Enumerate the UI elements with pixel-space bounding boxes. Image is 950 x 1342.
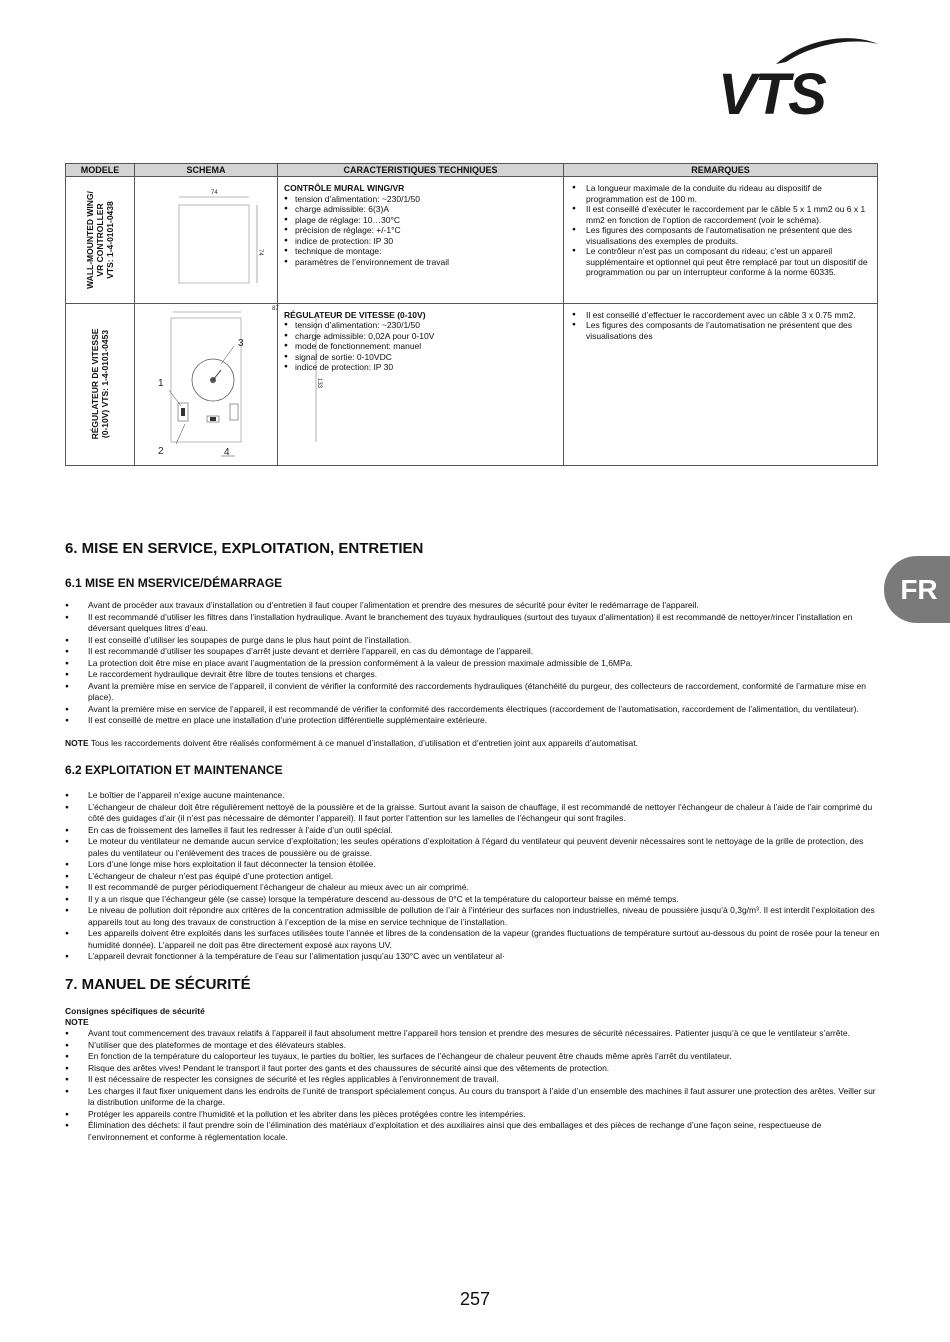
schema-callout: 1 <box>158 377 164 389</box>
wall-controller-drawing <box>135 177 278 300</box>
spec-item: ● signal de sortie: 0-10VDC <box>284 352 559 363</box>
model-cell <box>66 303 135 466</box>
schema-callout: 2 <box>158 445 164 457</box>
model-line: RÉGULATEUR DE VITESSE <box>90 328 100 440</box>
model-line: VTS: 1-4-0101-0438 <box>105 201 115 279</box>
spec-item: ● tension d’alimentation: ~230/1/50 <box>284 320 559 331</box>
spec-item: ● plage de réglage: 10…30°C <box>284 215 559 226</box>
list-item: ● Avant la première mise en service de l’appareil, il convient de vérifier la conformité des raccordements hydrauliques (étanchéité du purgeur, des collecteurs de raccordement, conformité de l’armature mise en place). <box>65 681 881 704</box>
list-item: ● Le raccordement hydraulique devrait être libre de toutes tensions et charges. <box>65 669 881 681</box>
list-item: ● Avant de procéder aux travaux d’installation ou d’entretien il faut couper l’alimentation et prendre des mesures de sécurité pour éviter le redémarrage de l’appareil. <box>65 600 881 612</box>
list-item: ● En cas de froissement des lamelles il faut les redresser à l’aide d’un outil spécial. <box>65 825 881 837</box>
section-6-1-title: 6.1 MISE EN MSERVICE/DÉMARRAGE <box>65 576 283 590</box>
section-7-subtitle: Consignes spécifiques de sécurité <box>65 1006 205 1016</box>
model-cell <box>66 177 135 304</box>
section-7-note-label: NOTE <box>65 1017 89 1027</box>
list-item: ● Il y a un risque que l’échangeur gèle (se casse) lorsque la température descend au-dessous de 0°C et la température du caloporteur baisse en mémé temps. <box>65 894 881 906</box>
list-item: ● N’utiliser que des plateformes de montage et des élévateurs stables. <box>65 1040 881 1052</box>
list-item: ● Il est recommandé de purger périodiquement l’échangeur de chaleur au mieux avec un air comprimé. <box>65 882 881 894</box>
list-item: ● Protéger les appareils contre l’humidité et la pollution et les abriter dans les pièces protégées contre les intempéries. <box>65 1109 881 1121</box>
spec-item: ● précision de réglage: +/-1°C <box>284 225 559 236</box>
remark-item: ● Les figures des composants de l’automatisation ne présentent que des visualisations des <box>572 320 869 341</box>
specs-cell <box>278 177 564 304</box>
section-6-2-list <box>65 790 881 963</box>
spec-item: ● indice de protection: IP 30 <box>284 236 559 247</box>
list-item: ● Il est nécessaire de respecter les consignes de sécurité et les règles applicables à l’environnement de travail. <box>65 1074 881 1086</box>
remarks-cell <box>564 303 878 466</box>
list-item: ● Il est conseillé de mettre en place une installation d’une protection différentielle supplémentaire extérieure. <box>65 715 881 727</box>
list-item: ● Les charges il faut fixer uniquement dans les endroits de l’unité de transport spécialement conçus. Au cours du transport à l’aide d’un ensemble des machines il faut assurer une protection des arêtes. Veiller sur la distribution uniforme de la charge. <box>65 1086 881 1109</box>
spec-item: ● charge admissible: 0,02A pour 0-10V <box>284 331 559 342</box>
list-item: ● L’échangeur de chaleur doit être régulièrement nettoyé de la poussière et de la graisse. Surtout avant la saison de chauffage, il est recommandé de nettoyer l’échangeur de chaleur à l’aide de l’air comprimé du côté des guidages d’air (il n’est pas nécessaire de démonter l’appareil). Il faut porter l’attention sur les lamelles de l’échangeur qui sont fragiles. <box>65 802 881 825</box>
schema-cell <box>135 177 278 304</box>
language-tab: FR <box>884 556 950 623</box>
list-item: ● Il est recommandé d’utiliser les soupapes d’arrêt juste devant et derrière l’appareil, en cas du démontage de l’appareil. <box>65 646 881 658</box>
list-item: ● En fonction de la température du caloporteur les tuyaux, le parties du boîtier, les surfaces de l’échangeur de chaleur peuvent être chauds même après l’arrêt du ventilateur. <box>65 1051 881 1063</box>
section-7-title: 7. MANUEL DE SÉCURITÉ <box>65 976 251 993</box>
remark-item: ● Les figures des composants de l’automatisation ne présentent que des visualisations des exemples de produits. <box>572 225 869 246</box>
list-item: ● Élimination des déchets: il faut prendre soin de l’élimination des matériaux d’exploitation et des auxiliaires ainsi que des emballages et des pièces de rechange d’une façon seine, respectueuse de l’environnement et conforme à réglementation locale. <box>65 1120 881 1143</box>
list-item: ● Le niveau de pollution doit répondre aux critères de la concentration admissible de pollution de l’air à l’intérieur des surfaces non industrielles, niveau de poussière jusqu’à 0,3g/m³. Il est interdit l’exploitation des appareils tout au long des travaux de construction à l’exception de la mise en service technique de l’installation. <box>65 905 881 928</box>
remark-item: ● Il est conseillé d’exécuter le raccordement par le câble 5 x 1 mm2 ou 6 x 1 mm2 en fonction de l’option de raccordement (voir le schéma). <box>572 204 869 225</box>
spec-item: ● technique de montage: <box>284 246 559 257</box>
note-text: Tous les raccordements doivent être réalisés conformément à ce manuel d’installation, d’utilisation et d’entretien joint aux appareils d’automatisat. <box>88 738 638 748</box>
spec-item: ● indice de protection: IP 30 <box>284 362 559 373</box>
table-row <box>66 177 878 304</box>
list-item: ● Le moteur du ventilateur ne demande aucun service d’exploitation; les seules opérations d’exploitation à l’égard du ventilateur qui peuvent devenir nécessaires sont le nettoyage de la grille de protection, des pales du ventilateur ou l’enlèvement des traces de poussière ou de graisse. <box>65 836 881 859</box>
col-header-modele: MODELE <box>66 164 135 177</box>
section-6-1-list <box>65 600 881 727</box>
col-header-schema: SCHEMA <box>135 164 278 177</box>
spec-title: RÉGULATEUR DE VITESSE (0-10V) <box>284 309 426 320</box>
schema-dimension: 74 <box>257 249 263 256</box>
spec-item: ● mode de fonctionnement: manuel <box>284 341 559 352</box>
section-7-list <box>65 1028 881 1143</box>
spec-table <box>65 163 878 466</box>
model-line: (0-10V) VTS: 1-4-0101-0453 <box>100 330 110 439</box>
vts-logo <box>716 30 880 127</box>
list-item: ● Le boîtier de l’appareil n’exige aucune maintenance. <box>65 790 881 802</box>
list-item: ● Lors d’une longe mise hors exploitation il faut déconnecter la tension étoilée. <box>65 859 881 871</box>
schema-dimension: 87 <box>272 305 279 312</box>
col-header-caracteristiques: CARACTERISTIQUES TECHNIQUES <box>278 164 564 177</box>
table-header-row <box>66 164 878 177</box>
spec-item: ● paramètres de l’environnement de travail <box>284 257 559 268</box>
list-item: ● L’appareil devrait fonctionner à la température de l’eau sur l’alimentation jusqu’au 130°C avec un ventilateur al· <box>65 951 881 963</box>
list-item: ● Risque des arêtes vives! Pendant le transport il faut porter des gants et des chaussures de sécurité ainsi que des vêtements de protection. <box>65 1063 881 1075</box>
list-item: ● Les appareils doivent être exploités dans les surfaces utilisées toute l’année et libres de la condensation de la vapeur (grandes fluctuations de température surtout au-dessous du point de rosée pour la teneur en humidité donnée). L’appareil ne doit pas être directement exposé aux rayons UV. <box>65 928 881 951</box>
schema-dimension: 74 <box>211 190 218 196</box>
col-header-remarques: REMARQUES <box>564 164 878 177</box>
list-item: ● Avant la première mise en service de l’appareil, il est recommandé de vérifier la conformité des raccordements électriques (raccordement de l’automatisation, raccordement de l’alimentation, du ventilateur). <box>65 704 881 716</box>
remark-item: ● La longueur maximale de la conduite du rideau au dispositif de programmation est de 100 m. <box>572 183 869 204</box>
model-line: VR CONTROLLER <box>95 203 105 277</box>
remark-item: ● Le contrôleur n’est pas un composant du rideau; c’est un appareil supplémentaire et optionnel qui peut être remplacé par tout un dispositif de programmation ou par un interrupteur conforme à la norme 60335. <box>572 246 869 278</box>
schema-callout: 4 <box>224 446 230 458</box>
speed-regulator-drawing <box>135 304 322 463</box>
list-item: ● Il est conseillé d’utiliser les soupapes de purge dans le plus haut point de l’installation. <box>65 635 881 647</box>
table-row <box>66 303 878 466</box>
schema-callout: 3 <box>238 337 244 349</box>
spec-title: CONTRÔLE MURAL WING/VR <box>284 183 405 193</box>
page-number: 257 <box>459 1289 491 1309</box>
remarks-cell <box>564 177 878 304</box>
section-6-title: 6. MISE EN SERVICE, EXPLOITATION, ENTRETIEN <box>65 540 424 557</box>
logo-text: VTS <box>718 62 825 127</box>
spec-item: ● charge admissible: 6(3)A <box>284 204 559 215</box>
spec-item: ● tension d’alimentation: ~230/1/50 <box>284 194 559 205</box>
schema-cell <box>135 303 322 466</box>
section-6-2-title: 6.2 EXPLOITATION ET MAINTENANCE <box>65 763 283 777</box>
list-item: ● Il est recommandé d’utiliser les filtres dans l’installation hydraulique. Avant le branchement des tuyaux hydrauliques (surtout des tuyaux d’alimentation) il est recommandé de nettoyer/rincer l’installation en déversant quelques litres d’eau. <box>65 612 881 635</box>
section-6-1-note <box>65 738 881 750</box>
schema-dimension: 133 <box>316 377 322 388</box>
model-line: WALL-MOUNTED WING/ <box>85 190 95 289</box>
note-label: NOTE <box>65 738 89 748</box>
list-item: ● Avant tout commencement des travaux relatifs à l’appareil il faut absolument mettre l’appareil hors tension et prendre des mesures de sécurité nécessaires. Patienter jusqu’à ce que le ventilateur s’arrête. <box>65 1028 881 1040</box>
list-item: ● L’échangeur de chaleur n’est pas équipé d’une protection antigel. <box>65 871 881 883</box>
remark-item: ● Il est conseillé d’effectuer le raccordement avec un câble 3 x 0.75 mm2. <box>572 310 869 321</box>
list-item: ● La protection doit être mise en place avant l’augmentation de la pression conformément à la valeur de pression maximale admissible de 1,6MPa. <box>65 658 881 670</box>
